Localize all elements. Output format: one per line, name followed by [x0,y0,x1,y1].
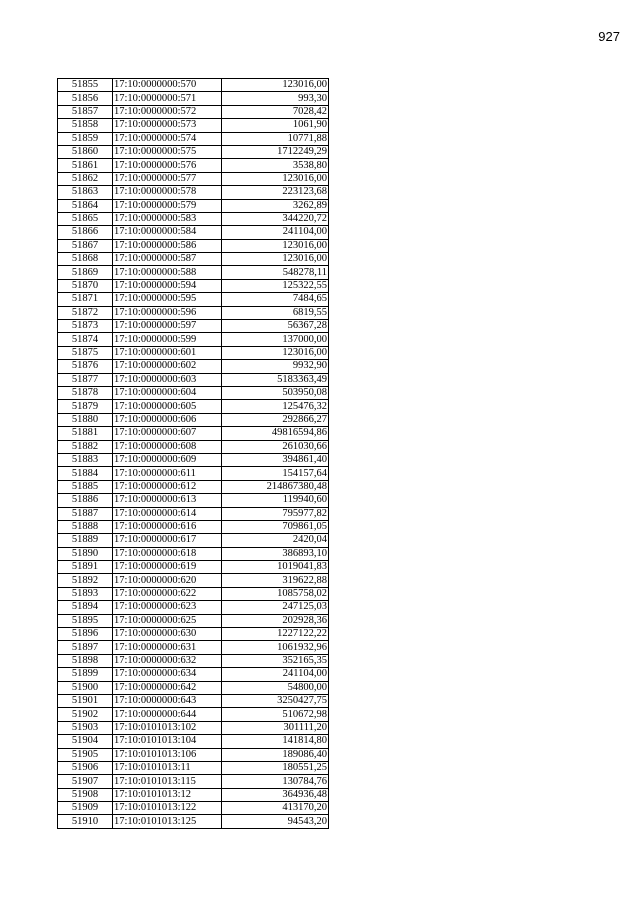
cadastral-number-cell: 17:10:0000000:631 [113,641,222,654]
value-cell: 1227122,22 [222,628,329,641]
value-cell: 241104,00 [222,226,329,239]
cadastral-number-cell: 17:10:0101013:125 [113,815,222,828]
table-row [58,440,329,453]
table-row [58,654,329,667]
cadastral-number-cell: 17:10:0000000:619 [113,561,222,574]
table-row [58,614,329,627]
row-number-cell: 51883 [58,453,113,466]
value-cell: 6819,55 [222,306,329,319]
cadastral-number-cell: 17:10:0000000:625 [113,614,222,627]
value-cell: 503950,08 [222,386,329,399]
table-row [58,520,329,533]
cadastral-number-cell: 17:10:0000000:611 [113,467,222,480]
table-row [58,761,329,774]
table-row [58,788,329,801]
table-row [58,266,329,279]
row-number-cell: 51910 [58,815,113,828]
value-cell: 130784,76 [222,775,329,788]
cadastral-number-cell: 17:10:0000000:578 [113,186,222,199]
table-row [58,346,329,359]
row-number-cell: 51860 [58,145,113,158]
row-number-cell: 51875 [58,346,113,359]
table-row [58,373,329,386]
value-cell: 180551,25 [222,761,329,774]
cadastral-number-cell: 17:10:0101013:115 [113,775,222,788]
table-row [58,802,329,815]
cadastral-number-cell: 17:10:0101013:106 [113,748,222,761]
row-number-cell: 51881 [58,427,113,440]
row-number-cell: 51906 [58,761,113,774]
value-cell: 1061932,96 [222,641,329,654]
row-number-cell: 51867 [58,239,113,252]
row-number-cell: 51877 [58,373,113,386]
cadastral-number-cell: 17:10:0000000:574 [113,132,222,145]
table-row [58,668,329,681]
table-row [58,386,329,399]
row-number-cell: 51888 [58,520,113,533]
row-number-cell: 51900 [58,681,113,694]
value-cell: 7484,65 [222,293,329,306]
table-row [58,561,329,574]
cadastral-number-cell: 17:10:0000000:605 [113,400,222,413]
cadastral-number-cell: 17:10:0000000:620 [113,574,222,587]
cadastral-number-cell: 17:10:0000000:622 [113,587,222,600]
value-cell: 125476,32 [222,400,329,413]
table-row [58,145,329,158]
cadastral-number-cell: 17:10:0000000:607 [113,427,222,440]
value-cell: 3262,89 [222,199,329,212]
value-cell: 364936,48 [222,788,329,801]
row-number-cell: 51871 [58,293,113,306]
cadastral-number-cell: 17:10:0000000:643 [113,694,222,707]
table-row [58,212,329,225]
row-number-cell: 51866 [58,226,113,239]
cadastral-number-cell: 17:10:0000000:613 [113,494,222,507]
table-row [58,400,329,413]
table-row [58,105,329,118]
table-row [58,92,329,105]
row-number-cell: 51876 [58,360,113,373]
table-row [58,239,329,252]
table-row [58,628,329,641]
value-cell: 189086,40 [222,748,329,761]
cadastral-number-cell: 17:10:0000000:616 [113,520,222,533]
table-row [58,306,329,319]
cadastral-number-cell: 17:10:0000000:608 [113,440,222,453]
cadastral-number-cell: 17:10:0000000:586 [113,239,222,252]
cadastral-number-cell: 17:10:0000000:602 [113,360,222,373]
row-number-cell: 51869 [58,266,113,279]
cadastral-number-cell: 17:10:0000000:617 [113,534,222,547]
value-cell: 214867380,48 [222,480,329,493]
table-row [58,494,329,507]
cadastral-number-cell: 17:10:0000000:614 [113,507,222,520]
value-cell: 123016,00 [222,79,329,92]
row-number-cell: 51889 [58,534,113,547]
value-cell: 3250427,75 [222,694,329,707]
value-cell: 54800,00 [222,681,329,694]
row-number-cell: 51870 [58,279,113,292]
value-cell: 319622,88 [222,574,329,587]
cadastral-number-cell: 17:10:0000000:594 [113,279,222,292]
table-row [58,641,329,654]
value-cell: 123016,00 [222,253,329,266]
table-body [58,79,329,829]
value-cell: 7028,42 [222,105,329,118]
value-cell: 1019041,83 [222,561,329,574]
table-row [58,186,329,199]
row-number-cell: 51880 [58,413,113,426]
value-cell: 241104,00 [222,668,329,681]
cadastral-number-cell: 17:10:0101013:12 [113,788,222,801]
value-cell: 292866,27 [222,413,329,426]
value-cell: 510672,98 [222,708,329,721]
cadastral-number-cell: 17:10:0000000:587 [113,253,222,266]
value-cell: 352165,35 [222,654,329,667]
cadastral-value-table [57,78,329,829]
cadastral-number-cell: 17:10:0000000:609 [113,453,222,466]
table-row [58,574,329,587]
row-number-cell: 51863 [58,186,113,199]
table-row [58,199,329,212]
row-number-cell: 51887 [58,507,113,520]
table-row [58,467,329,480]
table-row [58,721,329,734]
value-cell: 247125,03 [222,601,329,614]
cadastral-number-cell: 17:10:0000000:583 [113,212,222,225]
table-row [58,708,329,721]
value-cell: 548278,11 [222,266,329,279]
row-number-cell: 51873 [58,320,113,333]
value-cell: 413170,20 [222,802,329,815]
table-row [58,132,329,145]
row-number-cell: 51895 [58,614,113,627]
value-cell: 301111,20 [222,721,329,734]
cadastral-number-cell: 17:10:0000000:632 [113,654,222,667]
cadastral-number-cell: 17:10:0000000:644 [113,708,222,721]
cadastral-number-cell: 17:10:0000000:573 [113,119,222,132]
cadastral-number-cell: 17:10:0000000:577 [113,172,222,185]
row-number-cell: 51898 [58,654,113,667]
value-cell: 123016,00 [222,172,329,185]
row-number-cell: 51892 [58,574,113,587]
table-row [58,601,329,614]
value-cell: 993,30 [222,92,329,105]
row-number-cell: 51891 [58,561,113,574]
row-number-cell: 51878 [58,386,113,399]
table-row [58,735,329,748]
row-number-cell: 51868 [58,253,113,266]
table-row [58,279,329,292]
value-cell: 49816594,86 [222,427,329,440]
value-cell: 2420,04 [222,534,329,547]
value-cell: 261030,66 [222,440,329,453]
cadastral-number-cell: 17:10:0000000:603 [113,373,222,386]
table-row [58,547,329,560]
value-cell: 394861,40 [222,453,329,466]
row-number-cell: 51882 [58,440,113,453]
row-number-cell: 51865 [58,212,113,225]
cadastral-number-cell: 17:10:0000000:604 [113,386,222,399]
row-number-cell: 51905 [58,748,113,761]
cadastral-number-cell: 17:10:0000000:584 [113,226,222,239]
cadastral-number-cell: 17:10:0000000:571 [113,92,222,105]
table-row [58,775,329,788]
cadastral-number-cell: 17:10:0000000:572 [113,105,222,118]
value-cell: 344220,72 [222,212,329,225]
row-number-cell: 51857 [58,105,113,118]
row-number-cell: 51896 [58,628,113,641]
row-number-cell: 51904 [58,735,113,748]
table-row [58,159,329,172]
row-number-cell: 51890 [58,547,113,560]
row-number-cell: 51879 [58,400,113,413]
row-number-cell: 51907 [58,775,113,788]
cadastral-number-cell: 17:10:0000000:623 [113,601,222,614]
table-row [58,360,329,373]
table-row [58,413,329,426]
value-cell: 3538,80 [222,159,329,172]
row-number-cell: 51908 [58,788,113,801]
table-row [58,748,329,761]
cadastral-number-cell: 17:10:0000000:579 [113,199,222,212]
cadastral-number-cell: 17:10:0000000:575 [113,145,222,158]
cadastral-number-cell: 17:10:0000000:599 [113,333,222,346]
row-number-cell: 51884 [58,467,113,480]
table-row [58,534,329,547]
row-number-cell: 51864 [58,199,113,212]
cadastral-number-cell: 17:10:0000000:606 [113,413,222,426]
row-number-cell: 51909 [58,802,113,815]
table-row [58,507,329,520]
row-number-cell: 51872 [58,306,113,319]
row-number-cell: 51899 [58,668,113,681]
row-number-cell: 51893 [58,587,113,600]
row-number-cell: 51902 [58,708,113,721]
value-cell: 1061,90 [222,119,329,132]
table-row [58,815,329,828]
value-cell: 9932,90 [222,360,329,373]
table-row [58,293,329,306]
table-row [58,681,329,694]
cadastral-number-cell: 17:10:0000000:634 [113,668,222,681]
cadastral-number-cell: 17:10:0000000:597 [113,320,222,333]
value-cell: 5183363,49 [222,373,329,386]
value-cell: 709861,05 [222,520,329,533]
table-row [58,587,329,600]
cadastral-number-cell: 17:10:0000000:576 [113,159,222,172]
row-number-cell: 51862 [58,172,113,185]
value-cell: 10771,88 [222,132,329,145]
page-number: 927 [598,29,620,44]
cadastral-number-cell: 17:10:0101013:11 [113,761,222,774]
table-row [58,694,329,707]
value-cell: 123016,00 [222,346,329,359]
row-number-cell: 51861 [58,159,113,172]
cadastral-number-cell: 17:10:0101013:104 [113,735,222,748]
row-number-cell: 51903 [58,721,113,734]
row-number-cell: 51886 [58,494,113,507]
value-cell: 119940,60 [222,494,329,507]
cadastral-number-cell: 17:10:0101013:102 [113,721,222,734]
value-cell: 125322,55 [222,279,329,292]
row-number-cell: 51885 [58,480,113,493]
value-cell: 386893,10 [222,547,329,560]
cadastral-number-cell: 17:10:0000000:570 [113,79,222,92]
cadastral-number-cell: 17:10:0000000:630 [113,628,222,641]
table-row [58,119,329,132]
value-cell: 56367,28 [222,320,329,333]
cadastral-number-cell: 17:10:0000000:612 [113,480,222,493]
cadastral-number-cell: 17:10:0000000:601 [113,346,222,359]
row-number-cell: 51897 [58,641,113,654]
value-cell: 137000,00 [222,333,329,346]
table-row [58,427,329,440]
table-row [58,333,329,346]
cadastral-number-cell: 17:10:0101013:122 [113,802,222,815]
row-number-cell: 51859 [58,132,113,145]
value-cell: 223123,68 [222,186,329,199]
table-row [58,480,329,493]
table-row [58,253,329,266]
cadastral-number-cell: 17:10:0000000:618 [113,547,222,560]
row-number-cell: 51858 [58,119,113,132]
value-cell: 1712249,29 [222,145,329,158]
table-row [58,79,329,92]
cadastral-number-cell: 17:10:0000000:588 [113,266,222,279]
row-number-cell: 51856 [58,92,113,105]
value-cell: 154157,64 [222,467,329,480]
value-cell: 141814,80 [222,735,329,748]
cadastral-number-cell: 17:10:0000000:595 [113,293,222,306]
cadastral-number-cell: 17:10:0000000:642 [113,681,222,694]
row-number-cell: 51901 [58,694,113,707]
value-cell: 1085758,02 [222,587,329,600]
value-cell: 94543,20 [222,815,329,828]
table-row [58,453,329,466]
value-cell: 123016,00 [222,239,329,252]
row-number-cell: 51894 [58,601,113,614]
value-cell: 795977,82 [222,507,329,520]
row-number-cell: 51874 [58,333,113,346]
table-row [58,172,329,185]
value-cell: 202928,36 [222,614,329,627]
row-number-cell: 51855 [58,79,113,92]
table-row [58,226,329,239]
cadastral-number-cell: 17:10:0000000:596 [113,306,222,319]
table-row [58,320,329,333]
